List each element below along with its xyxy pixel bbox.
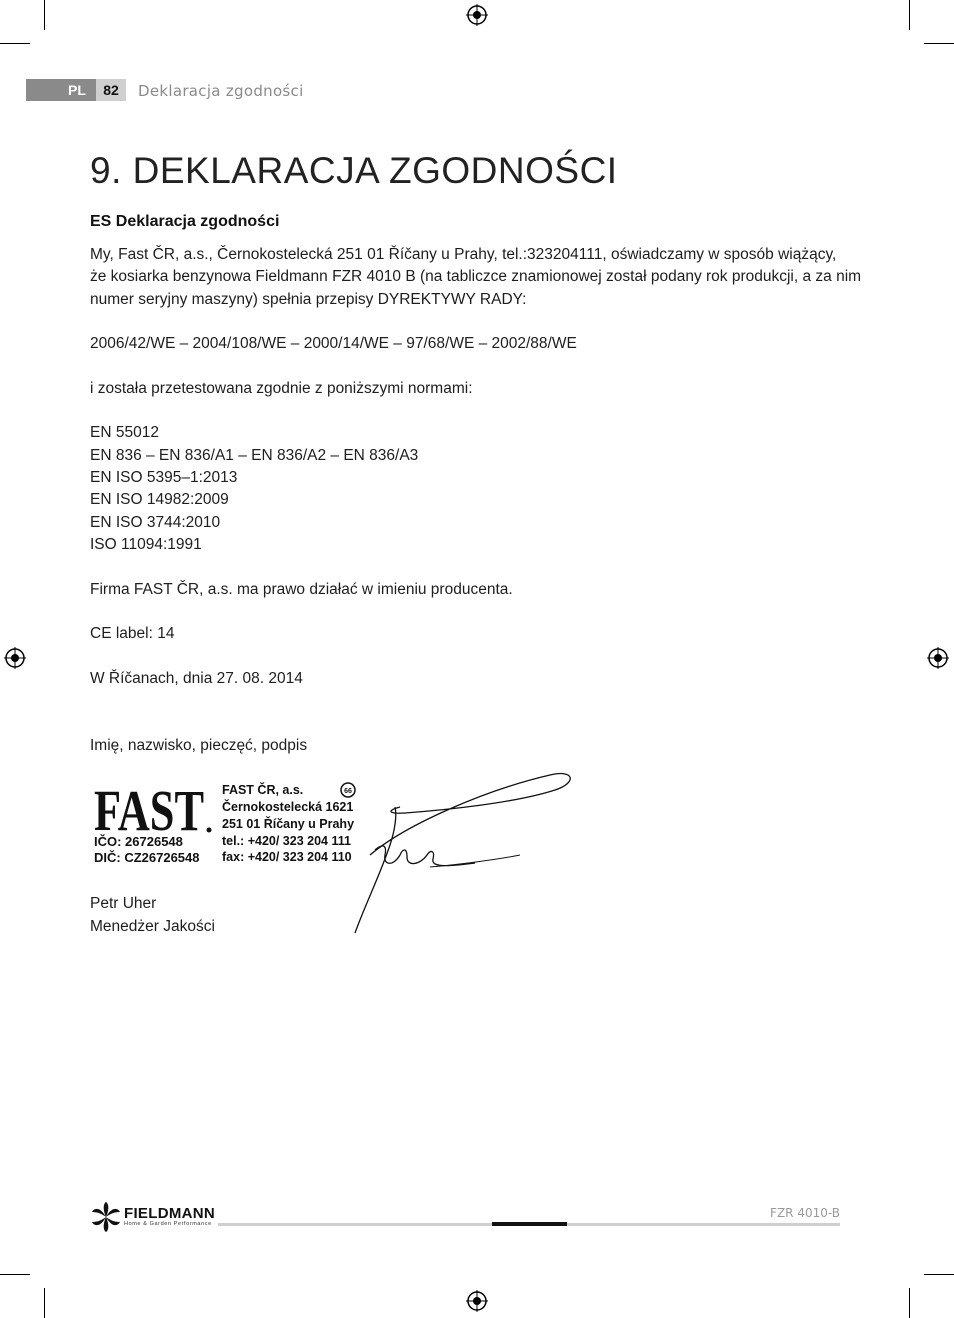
page-title: 9. DEKLARACJA ZGODNOŚCI [90, 150, 618, 191]
place-date: W Říčanach, dnia 27. 08. 2014 [90, 670, 303, 687]
svg-text:66: 66 [344, 788, 352, 795]
standards-intro: i została przetestowana zgodnie z poniższymi normami: [90, 380, 473, 397]
handwritten-signature [345, 755, 580, 940]
signature-caption: Imię, nazwisko, pieczęć, podpis [90, 737, 308, 754]
stamp-city: 251 01 Říčany u Prahy [222, 817, 355, 831]
svg-text:FAST: FAST [94, 784, 204, 834]
crop-mark [44, 1288, 45, 1318]
authorization-statement: Firma FAST ČR, a.s. ma prawo działać w imieniu producenta. [90, 581, 513, 598]
standard-item: EN ISO 5395–1:2013 [90, 469, 238, 486]
brand-tagline: Home & Garden Performance [124, 1221, 212, 1227]
company-stamp [90, 778, 365, 870]
intro-line: My, Fast ČR, a.s., Černokostelecká 251 01 Říčany u Prahy, tel.:323204111, oświadczamy w sposób wiążący, [90, 246, 837, 263]
directives-list: 2006/42/WE – 2004/108/WE – 2000/14/WE – 97/68/WE – 2002/88/WE [90, 335, 577, 352]
registration-mark-icon [4, 647, 26, 669]
standard-item: EN ISO 3744:2010 [90, 514, 221, 531]
fieldmann-logo-icon [90, 1202, 122, 1232]
model-number: FZR 4010-B [770, 1206, 840, 1220]
crop-mark [924, 43, 954, 44]
crop-mark [44, 0, 45, 30]
crop-mark [909, 1288, 910, 1318]
standard-item: ISO 11094:1991 [90, 536, 202, 553]
crop-mark [0, 1274, 30, 1275]
registration-mark-icon [466, 4, 488, 26]
ce-label: CE label: 14 [90, 625, 175, 642]
intro-line: numer seryjny maszyny) spełnia przepisy DYREKTYWY RADY: [90, 291, 527, 308]
running-header: Deklaracja zgodności [138, 82, 304, 100]
stamp-tel: tel.: +420/ 323 204 111 [222, 834, 351, 848]
registration-mark-icon [927, 647, 949, 669]
standard-item: EN 55012 [90, 424, 159, 441]
standard-item: EN 836 – EN 836/A1 – EN 836/A2 – EN 836/A3 [90, 447, 419, 464]
registration-mark-icon [466, 1290, 488, 1312]
standard-item: EN ISO 14982:2009 [90, 491, 229, 508]
stamp-street: Černokostelecká 1621 [222, 800, 354, 814]
section-subheading: ES Deklaracja zgodności [90, 213, 280, 230]
page-number: 82 [96, 79, 126, 101]
brand-name: FIELDMANN [124, 1205, 216, 1222]
signer-role: Menedżer Jakości [90, 918, 215, 935]
crop-mark [924, 1274, 954, 1275]
signer-name: Petr Uher [90, 895, 157, 912]
language-code: PL [68, 82, 86, 98]
intro-line: że kosiarka benzynowa Fieldmann FZR 4010 B (na tabliczce znamionowej został podany rok produkcji, a za nim [90, 268, 862, 285]
crop-mark [909, 0, 910, 30]
stamp-fax: fax: +420/ 323 204 110 [222, 850, 352, 864]
stamp-dic: DIČ: CZ26726548 [94, 850, 200, 865]
stamp-company: FAST ČR, a.s. [222, 783, 304, 797]
crop-mark [0, 43, 30, 44]
footer-rule-accent [492, 1222, 567, 1226]
stamp-ico: IČO: 26726548 [94, 834, 183, 849]
fast-logo-icon [94, 784, 212, 834]
